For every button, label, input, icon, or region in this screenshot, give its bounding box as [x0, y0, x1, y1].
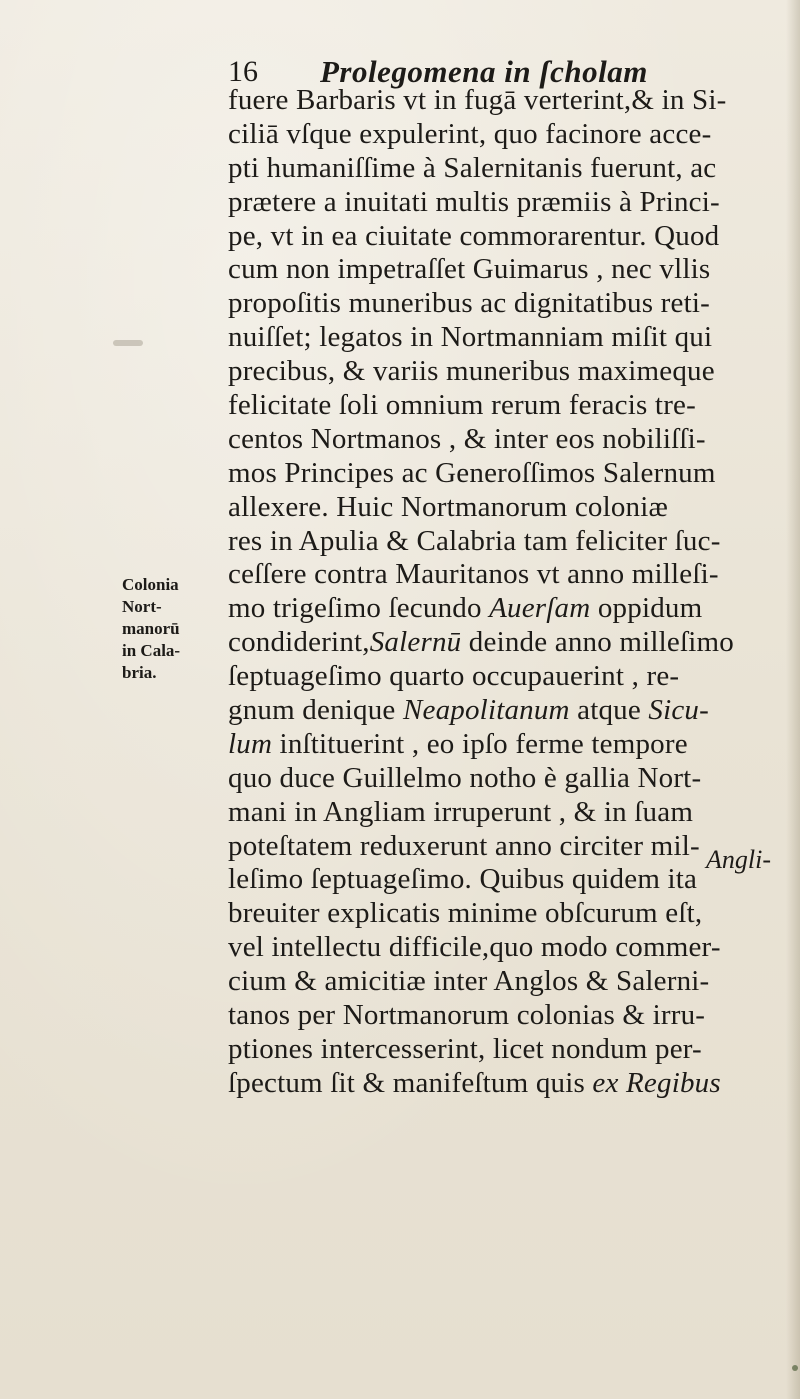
body-text	[228, 84, 768, 1101]
text-line	[228, 152, 768, 186]
text-line	[228, 355, 768, 389]
text-segment: propoſitis muneribus ac dignitatibus reti-	[228, 287, 710, 320]
text-line	[228, 1067, 768, 1101]
margin-note-line: Nort-	[122, 597, 162, 616]
text-segment: inſtituerint , eo ipſo ferme tempore	[272, 727, 688, 760]
text-segment: cium & amicitiæ inter Anglos & Salerni-	[228, 965, 710, 998]
text-segment: cum non impetraſſet Guimarus , nec vllis	[228, 253, 711, 286]
text-line	[228, 253, 768, 287]
text-segment: ciliā vſque expulerint, quo facinore acce-	[228, 117, 712, 150]
italic-segment: Neapolitanum	[402, 694, 570, 727]
text-line	[228, 1033, 768, 1067]
text-line	[228, 558, 768, 592]
italic-segment: Sicu-	[648, 694, 709, 727]
italic-segment: lum	[228, 727, 273, 760]
margin-note-line: in Cala-	[122, 641, 181, 660]
text-line	[228, 525, 768, 559]
text-line	[228, 728, 768, 762]
text-line	[228, 287, 768, 321]
text-segment: poteſtatem reduxerunt anno circiter mil-	[228, 829, 700, 862]
italic-segment: Salernū	[369, 626, 462, 659]
text-segment: precibus, & variis muneribus maximeque	[228, 355, 715, 388]
text-line	[228, 626, 768, 660]
text-segment: centos Nortmanos , & inter eos nobiliſſi-	[228, 422, 706, 455]
text-segment: quo duce Guillelmo notho è gallia Nort-	[228, 761, 702, 794]
text-segment: leſimo ſeptuageſimo. Quibus quidem ita	[228, 863, 698, 896]
text-line	[228, 694, 768, 728]
italic-segment: Auerſam	[489, 592, 591, 625]
text-segment: mos Principes ac Generoſſimos Salernum	[228, 456, 716, 489]
text-segment: vel intellectu difficile,quo modo commer-	[228, 931, 721, 964]
margin-note	[122, 574, 212, 684]
text-line	[228, 897, 768, 931]
text-line	[228, 423, 768, 457]
text-segment: ſpectum ſit & manifeſtum quis	[228, 1066, 593, 1099]
text-segment: atque	[569, 694, 649, 727]
text-segment: res in Apulia & Calabria tam feliciter ſuc-	[228, 524, 721, 557]
text-line	[228, 965, 768, 999]
text-segment: felicitate ſoli omnium rerum feracis tre-	[228, 389, 696, 422]
text-line	[228, 660, 768, 694]
text-line	[228, 84, 768, 118]
text-line	[228, 863, 768, 897]
text-line	[228, 457, 768, 491]
text-segment: mo trigeſimo ſecundo	[228, 592, 490, 625]
margin-note-line: bria.	[122, 663, 157, 682]
text-segment: breuiter explicatis minime obſcurum eſt,	[228, 897, 703, 930]
text-line	[228, 186, 768, 220]
text-line	[228, 389, 768, 423]
page-number: 16	[228, 55, 258, 88]
text-segment: ptiones intercesserint, licet nondum per-	[228, 1032, 702, 1065]
text-segment: mani in Angliam irruperunt , & in ſuam	[228, 795, 694, 828]
ink-speck	[792, 1365, 798, 1371]
margin-note-line: Colonia	[122, 575, 179, 594]
text-segment: allexere. Huic Nortmanorum coloniæ	[228, 490, 669, 523]
text-line	[228, 762, 768, 796]
text-segment: fuere Barbaris vt in fugā verterint,& in Si-	[228, 84, 727, 116]
text-segment: condiderint,	[228, 626, 370, 659]
text-line	[228, 321, 768, 355]
text-line	[228, 999, 768, 1033]
text-segment: gnum denique	[228, 694, 403, 727]
text-line	[228, 220, 768, 254]
text-line	[228, 118, 768, 152]
text-segment: pti humaniſſime à Salernitanis fuerunt, ac	[228, 151, 717, 184]
ink-smudge	[113, 340, 143, 346]
text-line	[228, 796, 768, 830]
text-segment: ſeptuageſimo quarto occupauerint , re-	[228, 660, 680, 693]
text-line	[228, 931, 768, 965]
text-line	[228, 830, 768, 864]
margin-note-line: manorū	[122, 619, 180, 638]
running-title: Prolegomena in ſcholam	[320, 54, 648, 89]
text-segment: nuiſſet; legatos in Nortmanniam miſit qui	[228, 321, 713, 354]
page-edge-shadow	[786, 0, 800, 1399]
text-segment: tanos per Nortmanorum colonias & irru-	[228, 999, 706, 1032]
text-line	[228, 491, 768, 525]
italic-segment: ex Regibus	[592, 1066, 721, 1099]
text-segment: prætere a inuitati multis præmiis à Princi-	[228, 185, 720, 218]
text-segment: oppidum	[590, 592, 703, 625]
text-segment: deinde anno milleſimo	[461, 626, 734, 659]
catchword: Angli-	[706, 845, 771, 874]
text-segment: ceſſere contra Mauritanos vt anno milleſi-	[228, 558, 719, 591]
text-segment: pe, vt in ea ciuitate commorarentur. Quod	[228, 219, 720, 252]
text-line	[228, 592, 768, 626]
